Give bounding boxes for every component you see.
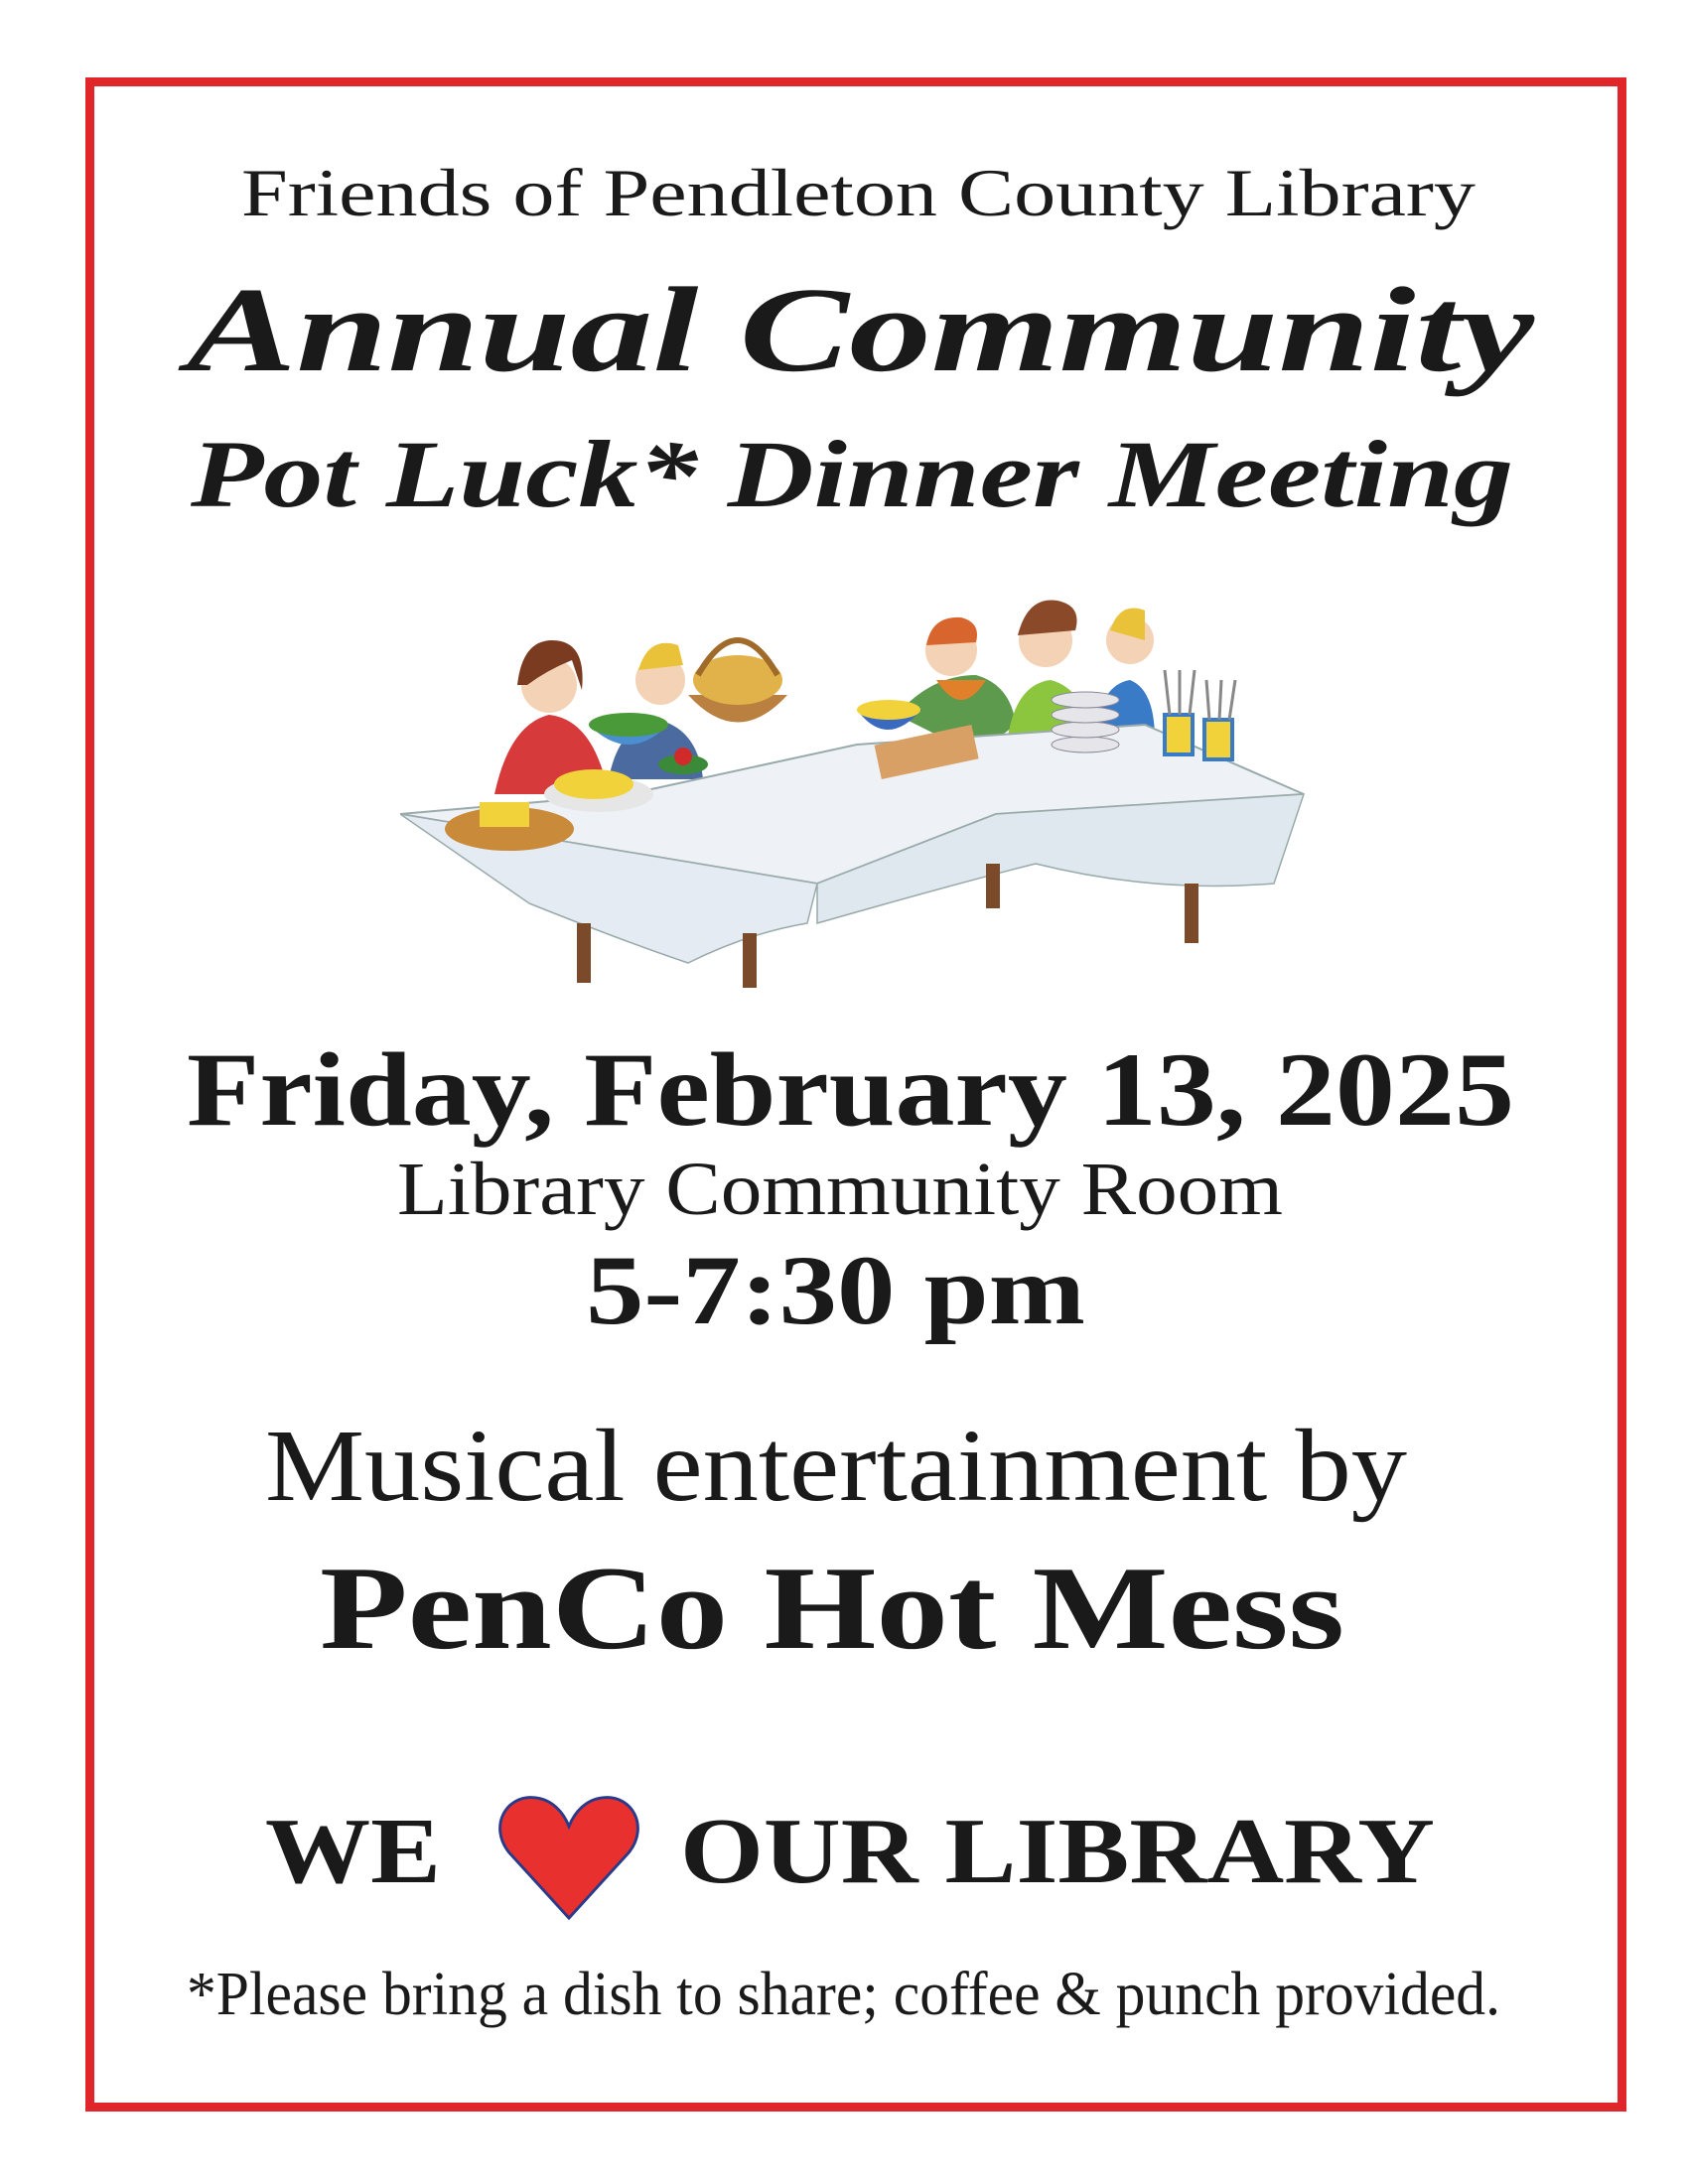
slogan-we: WE: [265, 1800, 441, 1903]
event-date: Friday, February 13, 2025: [187, 1031, 1514, 1148]
organization-name: Friends of Pendleton County Library: [241, 155, 1476, 230]
band-name: PenCo Hot Mess: [320, 1542, 1344, 1674]
event-time: 5-7:30 pm: [586, 1235, 1085, 1345]
event-location: Library Community Room: [397, 1148, 1283, 1231]
title-line-1: Annual Community: [187, 263, 1534, 397]
potluck-illustration: [400, 566, 1311, 993]
entertainment-intro: Musical entertainment by: [265, 1409, 1407, 1523]
slogan-our-library: OUR LIBRARY: [680, 1800, 1435, 1903]
heart-icon: [496, 1792, 641, 1921]
footnote: *Please bring a dish to share; coffee & punch provided.: [187, 1961, 1500, 2028]
title-line-2: Pot Luck* Dinner Meeting: [191, 421, 1513, 527]
